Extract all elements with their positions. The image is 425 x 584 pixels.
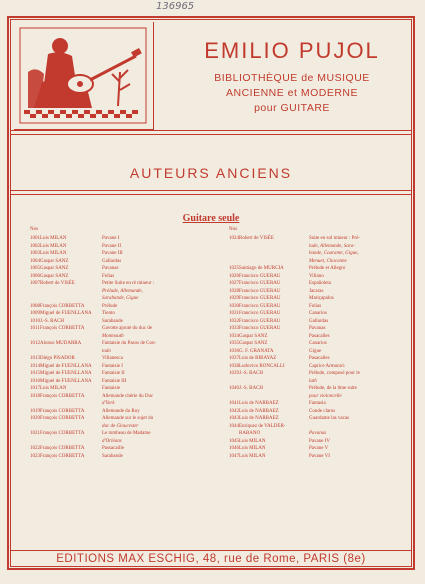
composer-name: Enriquez de VALDER-: [239, 423, 286, 429]
catalog-entry: [229, 394, 407, 402]
composer-name: François CORBETTA: [40, 446, 85, 451]
work-title: Prélude: [102, 303, 118, 309]
catalog-entry: [30, 349, 213, 357]
catalog-entry: [229, 259, 407, 267]
work-title: Fantaisie I: [102, 363, 123, 369]
catalog-entry: [30, 424, 213, 432]
work-title: lude, Allemande, Sara-: [309, 243, 356, 249]
catalog-entry: [30, 371, 213, 379]
catalog-entry: [30, 386, 213, 394]
catalog-entry: [30, 409, 213, 417]
divider: [10, 134, 412, 135]
catalog-entry: [30, 296, 213, 304]
catalog-entry: [30, 319, 213, 327]
instrument-subtitle: Guitare seule: [182, 213, 240, 224]
catalog-entry: [30, 356, 213, 364]
composer-name: J.-S. BACH: [40, 318, 65, 324]
catalog-number: 1026: [229, 273, 239, 279]
divider: [10, 190, 412, 191]
composer-name: Luis MILAN: [239, 453, 266, 459]
catalog-number: 1021: [30, 431, 40, 436]
catalog-number: 1019: [30, 408, 40, 414]
work-title: duc de Gloucester: [102, 423, 139, 429]
composer-name: François CORBETTA: [40, 303, 85, 309]
catalog-entry: [30, 289, 213, 297]
catalog-number: 1046: [229, 446, 239, 451]
work-title: Fantaisie III: [102, 378, 127, 384]
series-title: AUTEURS ANCIENS: [129, 165, 293, 181]
composer-name: François CORBETTA: [40, 431, 85, 436]
composer-name: Miguel de FUENLLANA: [40, 311, 92, 316]
catalog-entry: [30, 401, 213, 409]
catalog-number: 1018: [30, 393, 40, 399]
work-title: Conde claros: [309, 408, 336, 414]
catalog-entry: [30, 379, 213, 387]
catalog-entry: [229, 251, 407, 259]
catalog-number: 1010: [30, 318, 40, 324]
composer-name: Francisco GUERAU: [239, 311, 281, 316]
composer-name: Francisco GUERAU: [239, 273, 281, 279]
catalog-entry: [30, 341, 213, 349]
catalog-entry: [229, 304, 407, 312]
catalog-entry: [229, 244, 407, 252]
catalog-entry: [30, 446, 213, 454]
composer-name: François CORBETTA: [40, 416, 85, 421]
catalog-column-right: [229, 236, 407, 461]
catalog-number: 1027: [229, 281, 239, 286]
work-title: Prélude, de la 6me suite: [309, 386, 357, 391]
composer-name: François CORBETTA: [40, 393, 85, 399]
composer-name: Santiago de MURCIA: [239, 266, 284, 271]
catalog-number: 1028: [229, 288, 239, 294]
composer-name: Luis de NARBAEZ: [239, 401, 279, 406]
catalog-number: 1015: [30, 371, 40, 376]
work-title: Gallardas: [102, 258, 122, 264]
catalog-number: 1029: [229, 296, 239, 301]
work-title: Fantaisie du Pasos de Con-: [102, 341, 157, 346]
catalog-number: 1031: [229, 311, 239, 316]
catalog-entry: [30, 281, 213, 289]
number-label-right: Nos: [229, 227, 238, 232]
composer-name: J.-S. BACH: [239, 371, 264, 376]
catalog-entry: [229, 266, 407, 274]
composer-name: François CORBETTA: [40, 453, 85, 459]
handwritten-catalog-number: 136965: [156, 1, 195, 12]
work-title: d'Orléans: [102, 438, 122, 444]
catalog-entry: [30, 266, 213, 274]
catalog-number: 1036: [229, 348, 239, 354]
divider: [10, 130, 412, 131]
catalog-number: 1014: [30, 363, 40, 369]
work-title: Prélude et Allegro: [309, 266, 346, 271]
catalog-number: 1039: [229, 371, 239, 376]
catalog-entry: [229, 401, 407, 409]
composer-name: Gaspar SANZ: [239, 341, 268, 346]
catalog-entry: [229, 356, 407, 364]
composer-name: Francisco GUERAU: [239, 303, 281, 309]
composer-name: Gaspar SANZ: [40, 273, 69, 279]
work-title: Pavanas: [102, 266, 119, 271]
catalog-entry: [30, 439, 213, 447]
footer-divider: [10, 550, 412, 551]
divider: [10, 194, 412, 195]
composer-name: Francisco GUERAU: [239, 281, 281, 286]
catalog-number: 1041: [229, 401, 239, 406]
composer-name: J.-S. BACH: [239, 386, 264, 391]
work-title: Pavane IV: [309, 438, 330, 444]
composer-name: Miguel de FUENLLANA: [40, 378, 92, 384]
work-title: Villanesca: [102, 356, 123, 361]
composer-name: Ludovico RONCALLI: [239, 363, 285, 369]
work-title: Prélude, composé pour le: [309, 371, 360, 376]
catalog-entry: [229, 386, 407, 394]
catalog-entry: [30, 244, 213, 252]
composer-name: Luis MILAN: [40, 251, 67, 256]
catalog-entry: [229, 431, 407, 439]
catalog-entry: [229, 371, 407, 379]
catalog-entry: [30, 431, 213, 439]
catalog-number: 1008: [30, 303, 40, 309]
work-title: pour violoncelle: [309, 393, 342, 399]
catalog-entry: [30, 259, 213, 267]
catalog-number: 1024: [229, 236, 239, 241]
work-title: Guardame las vacas: [309, 416, 349, 421]
composer-name: Francisco GUERAU: [239, 288, 281, 294]
work-title: Pavane II: [102, 243, 122, 249]
composer-name: Francisco GUERAU: [239, 296, 281, 301]
work-title: Allemande sur le sujet du: [102, 416, 154, 421]
catalog-entry: [30, 454, 213, 462]
catalog-number: 1011: [30, 326, 40, 331]
catalog-entry: [30, 326, 213, 334]
catalog-entry: [229, 439, 407, 447]
composer-name: Alonso MUDARRA: [40, 341, 82, 346]
catalog-entry: [30, 311, 213, 319]
catalog-entry: [30, 394, 213, 402]
catalog-entry: [30, 236, 213, 244]
work-title: Fantasia: [309, 401, 326, 406]
catalog-number: 1032: [229, 318, 239, 324]
catalog-number: 1043: [229, 416, 239, 421]
catalog-entry: [30, 416, 213, 424]
composer-name: Miguel de FUENLLANA: [40, 363, 92, 369]
catalog-number: 1012: [30, 341, 40, 346]
composer-name: Robert de VISÉE: [40, 281, 75, 286]
work-title: Petite Suite en ré mineur :: [102, 281, 155, 286]
catalog-number: 1040: [229, 386, 239, 391]
work-title: Sarabande, Gigue: [102, 296, 139, 301]
catalog-number: 1020: [30, 416, 40, 421]
catalog-entry: [229, 296, 407, 304]
catalog-entry: [229, 416, 407, 424]
composer-name: Luis MILAN: [40, 243, 67, 249]
composer-name: François CORBETTA: [40, 408, 85, 414]
catalog-number: 1025: [229, 266, 239, 271]
catalog-number: 1030: [229, 303, 239, 309]
composer-name: Gaspar SANZ: [40, 258, 69, 264]
publisher-footer: EDITIONS MAX ESCHIG, 48, rue de Rome, PARIS (8e): [56, 553, 366, 565]
work-title: tado: [102, 348, 111, 354]
catalog-entry: [229, 326, 407, 334]
work-title: Pavanas: [309, 326, 326, 331]
catalog-number: 1037: [229, 356, 239, 361]
work-title: Pavane V: [309, 446, 329, 451]
catalog-number: 1001: [30, 236, 40, 241]
composer-name: Diégo PISADOR: [40, 356, 75, 361]
catalog-number: 1022: [30, 446, 40, 451]
catalog-entry: [229, 446, 407, 454]
catalog-number: 1003: [30, 251, 40, 256]
catalog-number: 1004: [30, 258, 40, 264]
composer-name: Robert de VISÉE: [239, 236, 274, 241]
work-title: Le tombeau de Madame: [102, 431, 151, 436]
catalog-entry: [229, 364, 407, 372]
catalog-number: 1045: [229, 438, 239, 444]
work-title: Canarios: [309, 311, 327, 316]
catalog-number: 1035: [229, 341, 239, 346]
composer-name: Luis de NARBAEZ: [239, 416, 279, 421]
work-title: Menuet, Chaconne: [309, 258, 347, 264]
catalog-entry: [30, 251, 213, 259]
work-title: Folias: [102, 273, 115, 279]
catalog-entry: [229, 334, 407, 342]
catalog-entry: [229, 274, 407, 282]
composer-name: Francisco GUERAU: [239, 326, 281, 331]
catalog-number: 1042: [229, 408, 239, 414]
work-title: Canarios: [309, 341, 327, 346]
catalog-entry: [229, 289, 407, 297]
work-title: Passacaille: [102, 446, 124, 451]
header-line-2: ANCIENNE et MODERNE: [225, 87, 359, 99]
publisher-name: EMILIO PUJOL: [204, 38, 380, 63]
work-title: Fantaisie: [102, 386, 121, 391]
work-title: luth: [309, 378, 317, 384]
composer-name: François CORBETTA: [40, 326, 85, 331]
catalog-number: 1016: [30, 378, 40, 384]
composer-name: Miguel de FUENLLANA: [40, 371, 92, 376]
work-title: Pasacalles: [309, 333, 330, 339]
work-title: Monmouth: [102, 333, 124, 339]
work-title: Sarabande: [102, 318, 123, 324]
composer-name: Luis de NARBAEZ: [239, 408, 279, 414]
catalog-number: 1034: [229, 333, 239, 339]
work-title: Pavane VI: [309, 453, 330, 459]
work-title: Folias: [309, 303, 322, 309]
catalog-entry: [229, 281, 407, 289]
work-title: Gavotte ajouté du duc de: [102, 326, 152, 331]
guitarist-illustration-icon: [14, 22, 152, 128]
composer-name: G. F. GRANATA: [239, 348, 274, 354]
catalog-number: 1044: [229, 423, 239, 429]
work-title: Sarabande: [102, 453, 123, 459]
header-line-1: BIBLIOTHÈQUE de MUSIQUE: [214, 72, 370, 84]
catalog-entry: [229, 454, 407, 462]
catalog-number: 1009: [30, 311, 40, 316]
catalog-entry: [229, 236, 407, 244]
work-title: Caprice Armonici: [309, 363, 345, 369]
work-title: Pavane I: [102, 236, 120, 241]
catalog-entry: [30, 334, 213, 342]
catalog-number: 1047: [229, 453, 239, 459]
catalog-column-left: [30, 236, 213, 461]
number-label-left: Nos: [30, 227, 39, 232]
composer-name: Luis de RIBAYAZ: [239, 356, 277, 361]
work-title: bande, Courante, Gigue,: [309, 251, 359, 256]
catalog-entry: [30, 364, 213, 372]
work-title: Suite en sol mineur : Pré-: [309, 236, 360, 241]
catalog-entry: [30, 304, 213, 312]
catalog-entry: [229, 379, 407, 387]
guitarist-logo: [14, 22, 154, 130]
work-title: Allemande du Roy: [102, 408, 140, 414]
composer-name: RABANO: [239, 431, 261, 436]
catalog-number: 1013: [30, 356, 40, 361]
work-title: Pavanas: [309, 431, 327, 436]
catalog-number: 1017: [30, 386, 40, 391]
work-title: Gigue: [309, 348, 322, 354]
work-title: Jacaras: [309, 288, 324, 294]
catalog-number: 1033: [229, 326, 239, 331]
work-title: d'York: [102, 401, 115, 406]
catalog-number: 1005: [30, 266, 40, 271]
work-title: Prélude, Allemande,: [102, 288, 143, 294]
composer-name: Luis MILAN: [239, 446, 266, 451]
composer-name: Luis MILAN: [40, 236, 67, 241]
catalog-number: 1038: [229, 363, 239, 369]
catalog-number: 1002: [30, 243, 40, 249]
composer-name: Gaspar SANZ: [40, 266, 69, 271]
work-title: Fantaisie II: [102, 371, 125, 376]
work-title: Gallardas: [309, 318, 329, 324]
catalog-number: 1023: [30, 453, 40, 459]
catalog-entry: [229, 409, 407, 417]
work-title: Villano: [309, 273, 324, 279]
catalog-number: 1007: [30, 281, 40, 286]
composer-name: Gaspar SANZ: [239, 333, 268, 339]
header-line-3: pour GUITARE: [254, 102, 330, 114]
composer-name: Francisco GUERAU: [239, 318, 281, 324]
catalog-entry: [229, 341, 407, 349]
work-title: Mariçapalos: [309, 296, 334, 301]
catalog-entry: [229, 319, 407, 327]
catalog-entry: [229, 349, 407, 357]
work-title: Tiento: [102, 311, 115, 316]
catalog-entry: [30, 274, 213, 282]
catalog-entry: [229, 424, 407, 432]
composer-name: Luis MILAN: [40, 386, 67, 391]
work-title: Españoleta: [309, 281, 331, 286]
work-title: Pavane III: [102, 251, 123, 256]
composer-name: Luis MILAN: [239, 438, 266, 444]
work-title: Allemande chérie du Duc: [102, 393, 154, 399]
catalog-number: 1006: [30, 273, 40, 279]
catalog-entry: [229, 311, 407, 319]
work-title: Pasacalles: [309, 356, 330, 361]
